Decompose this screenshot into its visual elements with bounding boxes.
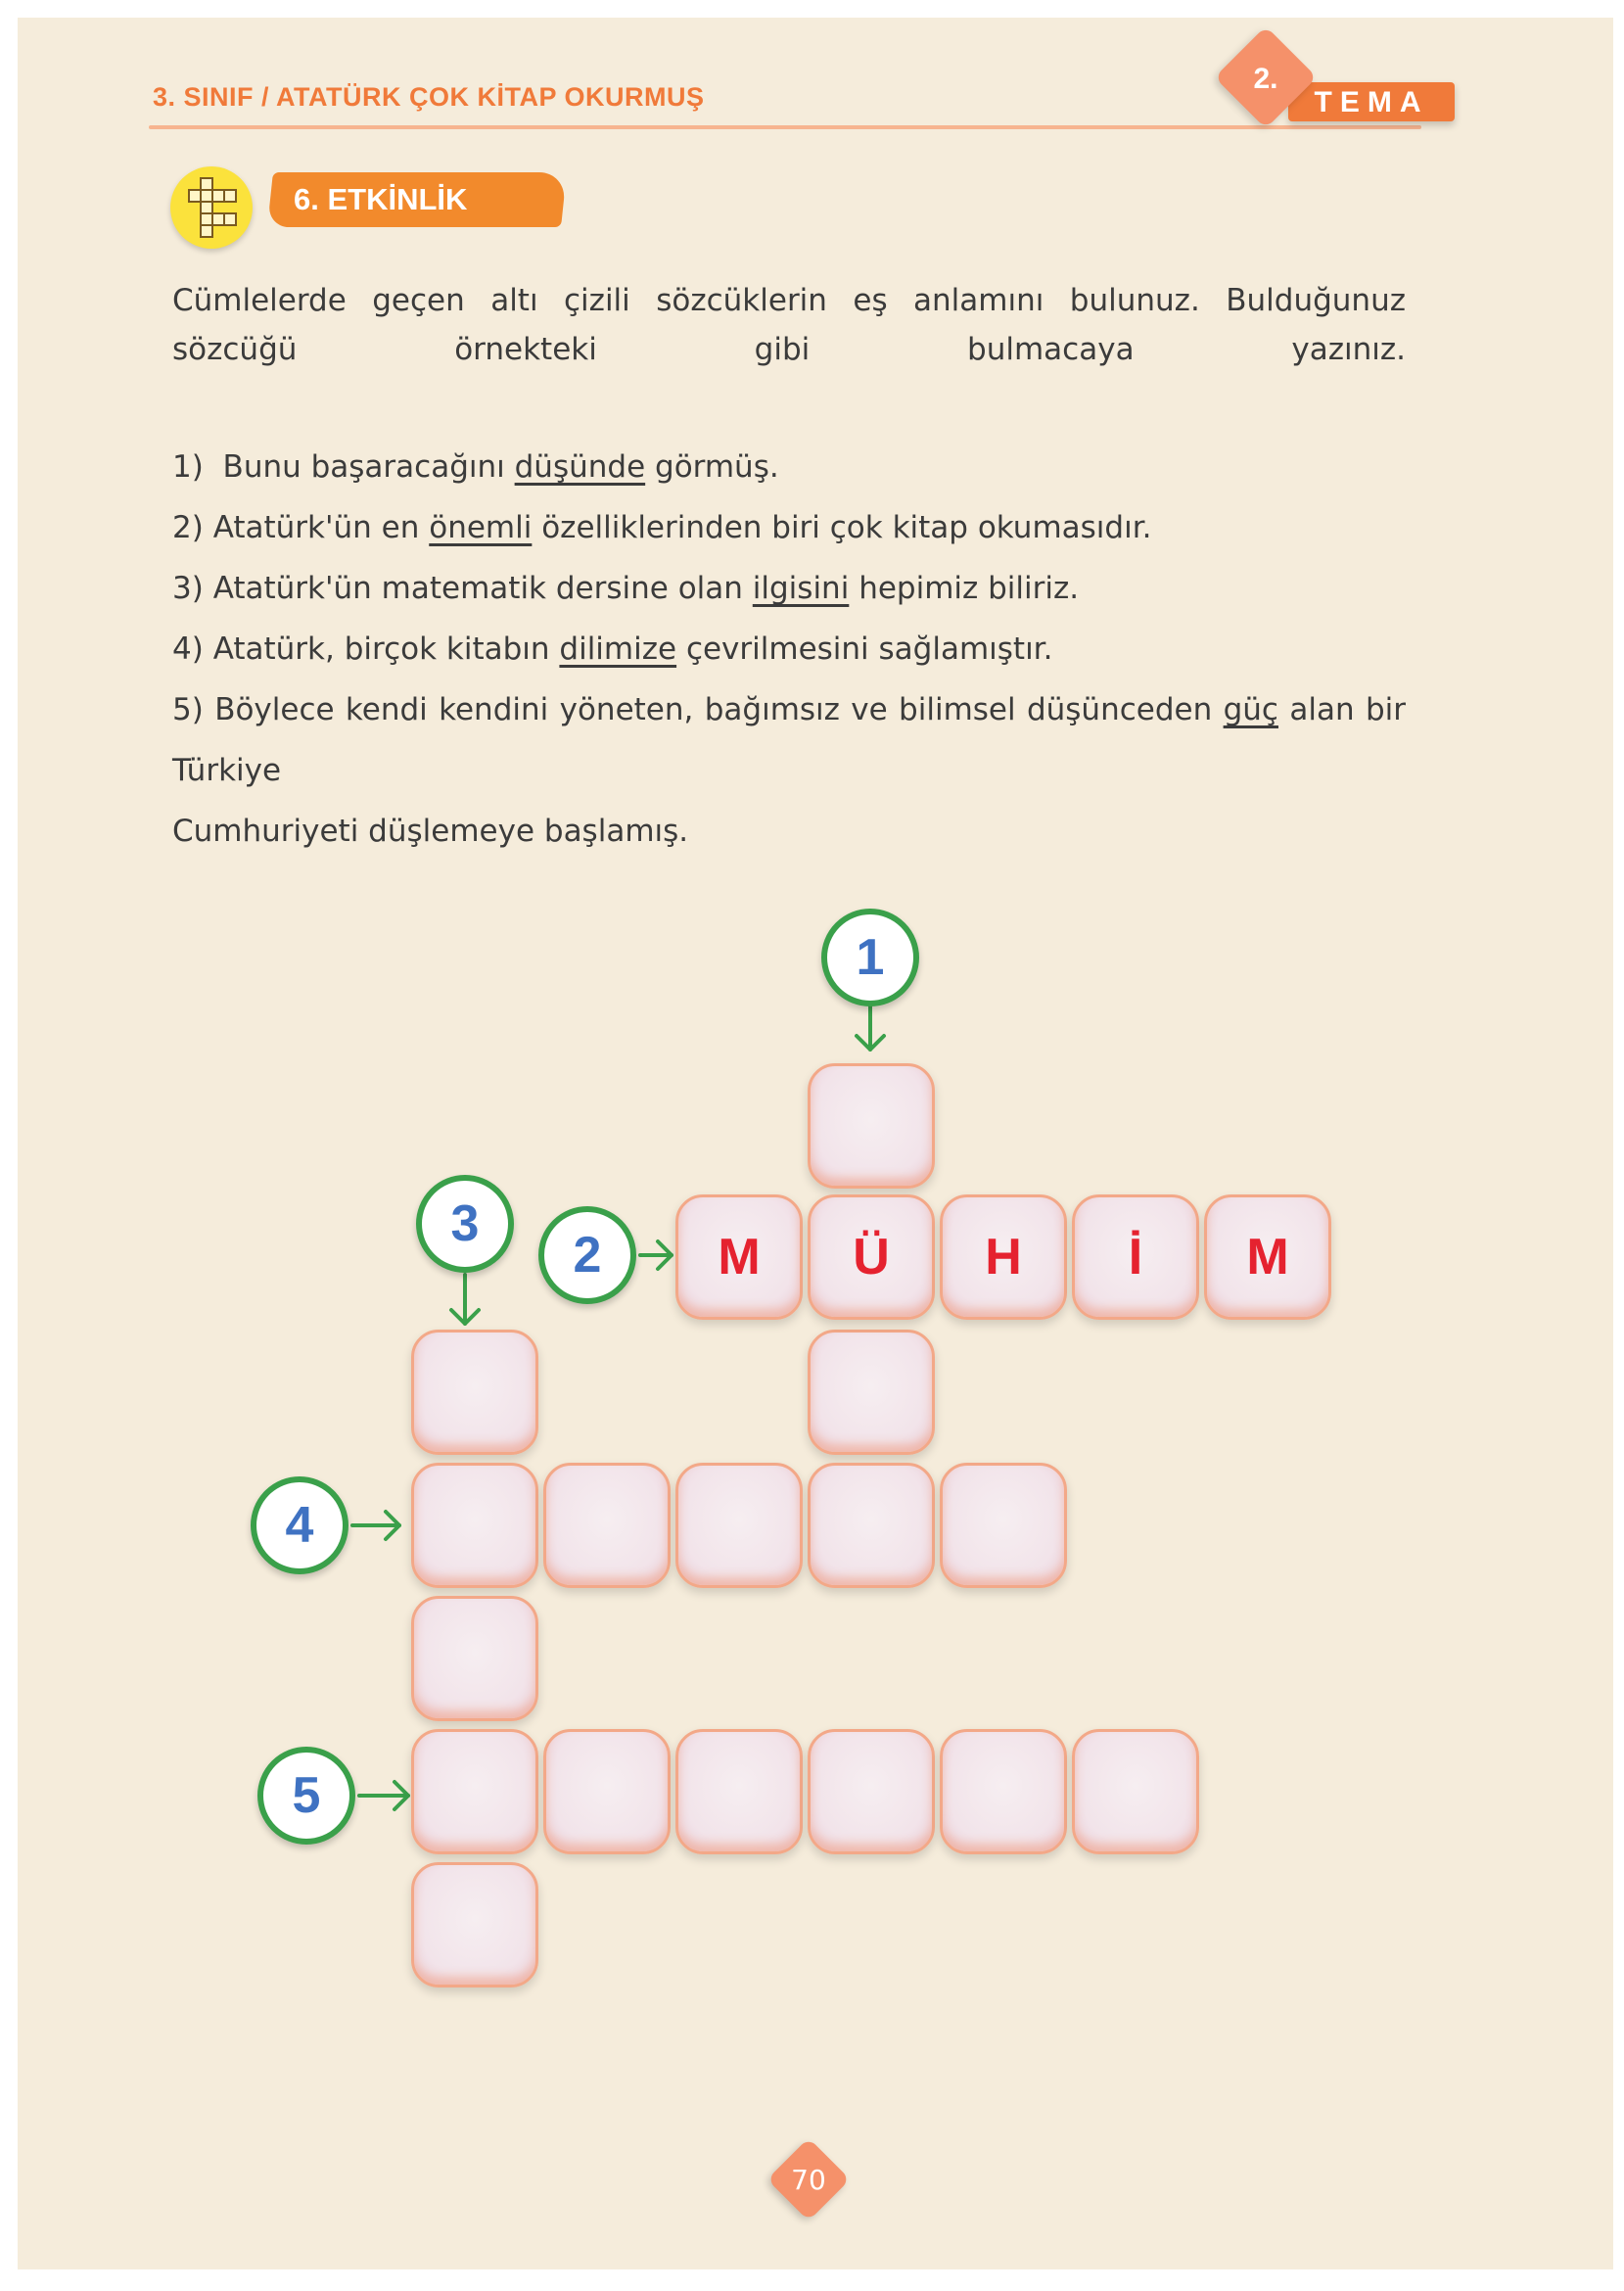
crossword-cell[interactable]: [808, 1729, 935, 1854]
sentence-3: 3) Atatürk'ün matematik dersine olan ilgisini hepimiz biliriz.: [172, 571, 1080, 606]
tema-number: 2.: [1253, 63, 1278, 95]
underlined-word: ilgisini: [752, 571, 850, 606]
clue-number-1: 1: [821, 909, 919, 1006]
crossword-cell[interactable]: [411, 1729, 538, 1854]
sentence-5-continued: Cumhuriyeti düşlemeye başlamış.: [172, 814, 689, 849]
crossword-cell-filled[interactable]: M: [1204, 1194, 1331, 1320]
clue-number-3: 3: [416, 1175, 514, 1273]
crossword-cell[interactable]: [675, 1463, 803, 1588]
sentence-4: 4) Atatürk, birçok kitabın dilimize çevrilmesini sağlamıştır.: [172, 631, 1053, 667]
sentence-5: 5) Böylece kendi kendini yöneten, bağımsız ve bilimsel düşünceden güç alan bir Türkiye: [172, 692, 1406, 788]
clue-number-5: 5: [257, 1747, 355, 1845]
underlined-word: güç: [1223, 692, 1278, 727]
crossword-cell[interactable]: [808, 1330, 935, 1455]
activity-title: 6. ETKİNLİK: [294, 182, 468, 216]
tema-label: TEMA: [1314, 86, 1429, 118]
crossword-cell[interactable]: [1072, 1729, 1199, 1854]
sentence-1: 1) Bunu başaracağını düşünde görmüş.: [172, 449, 779, 485]
crossword-cell[interactable]: [675, 1729, 803, 1854]
underlined-word: dilimize: [559, 631, 677, 667]
crossword-cell[interactable]: [411, 1862, 538, 1987]
page-number: 70: [791, 2164, 826, 2196]
crossword-cell[interactable]: [543, 1463, 671, 1588]
clue-number-4: 4: [251, 1476, 348, 1574]
clue-number-2: 2: [538, 1206, 636, 1304]
sentence-2: 2) Atatürk'ün en önemli özelliklerinden biri çok kitap okumasıdır.: [172, 510, 1152, 545]
header-title: 3. SINIF / ATATÜRK ÇOK KİTAP OKURMUŞ: [153, 82, 705, 112]
crossword-cell[interactable]: [940, 1729, 1067, 1854]
crossword-cell[interactable]: [411, 1330, 538, 1455]
crossword-cell[interactable]: [411, 1596, 538, 1721]
crossword-cell[interactable]: [808, 1063, 935, 1189]
underlined-word: düşünde: [514, 449, 646, 485]
crossword-cell[interactable]: [543, 1729, 671, 1854]
crossword-cell[interactable]: [808, 1463, 935, 1588]
crossword-cell-filled[interactable]: İ: [1072, 1194, 1199, 1320]
crossword-cell[interactable]: [940, 1463, 1067, 1588]
crossword-cell-filled[interactable]: M: [675, 1194, 803, 1320]
crossword-cell-filled[interactable]: H: [940, 1194, 1067, 1320]
crossword-cell-filled[interactable]: Ü: [808, 1194, 935, 1320]
instruction-text: Cümlelerde geçen altı çizili sözcüklerin eş anlamını bulunuz. Bulduğunuz sözcüğü örnekteki gibi bulmacaya yazınız.: [172, 283, 1406, 367]
underlined-word: önemli: [429, 510, 533, 545]
crossword-cell[interactable]: [411, 1463, 538, 1588]
